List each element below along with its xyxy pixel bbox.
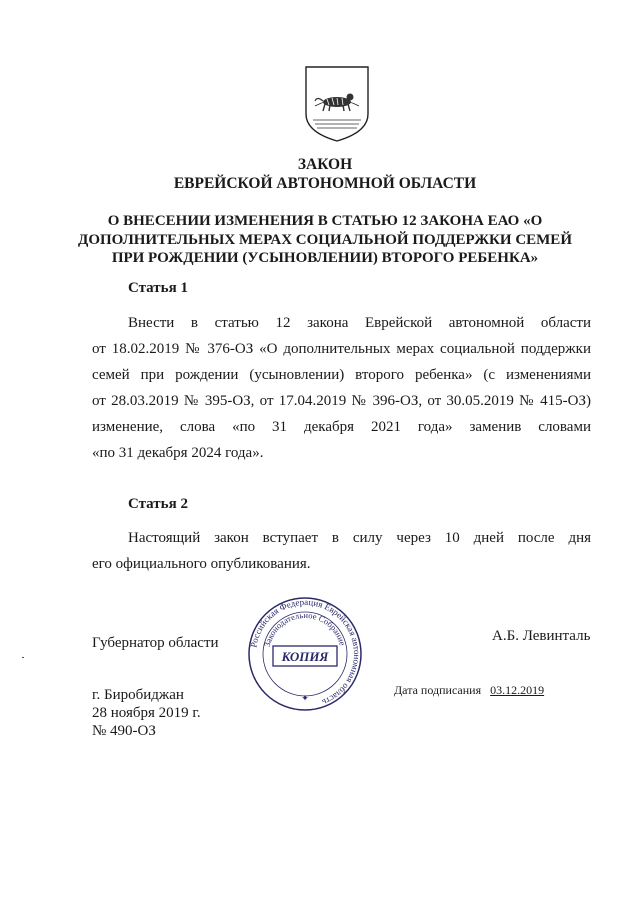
law-number: № 490-ОЗ [92, 723, 156, 739]
signing-date-label: Дата подписания [394, 683, 482, 697]
article-2-text-line: Настоящий закон вступает в силу через 10 дней после дня [128, 530, 591, 546]
coat-of-arms-emblem [303, 64, 371, 144]
seal-stamp-word: КОПИЯ [281, 649, 329, 664]
scan-speck [22, 657, 24, 658]
official-seal-stamp [247, 596, 363, 712]
seal-star-icon: ✦ [301, 693, 309, 703]
place-date: 28 ноября 2019 г. [92, 705, 201, 721]
article-1-text-line: от 28.03.2019 № 395-ОЗ, от 17.04.2019 № 396-ОЗ, от 30.05.2019 № 415-ОЗ) [92, 393, 591, 409]
law-subject-line: О ВНЕСЕНИИ ИЗМЕНЕНИЯ В СТАТЬЮ 12 ЗАКОНА ЕАО «О [107, 213, 543, 229]
law-subject-line: ДОПОЛНИТЕЛЬНЫХ МЕРАХ СОЦИАЛЬНОЙ ПОДДЕРЖКИ СЕМЕЙ [78, 231, 572, 248]
signing-date [394, 683, 544, 698]
article-1-text-line: от 18.02.2019 № 376-ОЗ «О дополнительных мерах социальной поддержки [92, 341, 591, 357]
article-2-heading: Статья 2 [128, 496, 188, 512]
law-title-line-2: ЕВРЕЙСКОЙ АВТОНОМНОЙ ОБЛАСТИ [173, 175, 477, 192]
article-1-text-line: семей при рождении (усыновлении) второго ребенка» (с изменениями [92, 367, 591, 383]
law-subject-line: ПРИ РОЖДЕНИИ (УСЫНОВЛЕНИИ) ВТОРОГО РЕБЕНКА» [111, 250, 539, 266]
article-1-heading: Статья 1 [128, 280, 188, 296]
seal-inner-text: Законодательное Собрание [261, 609, 348, 648]
place-city: г. Биробиджан [92, 687, 184, 703]
article-1-text-line: «по 31 декабря 2024 года». [92, 445, 264, 461]
law-title [60, 155, 590, 193]
law-title-line-1: ЗАКОН [297, 156, 353, 173]
law-subject [60, 212, 590, 268]
place-and-number-block [92, 686, 201, 740]
seal-outer-text: Российская Федерация Еврейская автономная область [248, 596, 363, 708]
article-1-text-line: Внести в статью 12 закона Еврейской автономной области [128, 315, 591, 331]
article-1-text-line: изменение, слова «по 31 декабря 2021 года» заменив словами [92, 419, 591, 435]
governor-label: Губернатор области [92, 635, 219, 651]
signing-date-value: 03.12.2019 [490, 683, 545, 697]
article-2-text-line: его официального опубликования. [92, 556, 311, 572]
governor-name: А.Б. Левинталь [492, 628, 591, 644]
